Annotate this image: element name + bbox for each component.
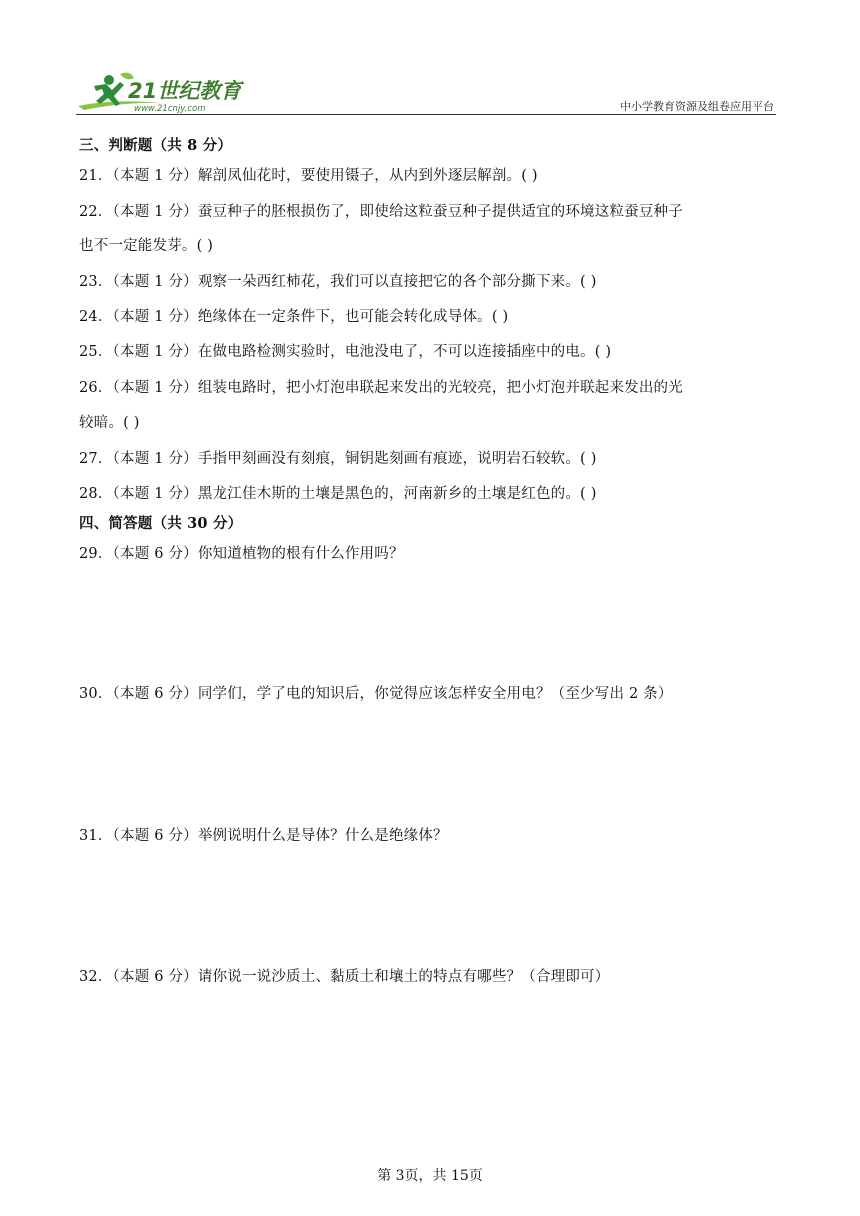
question-23: 23．（本题 1 分）观察一朵西红柿花，我们可以直接把它的各个部分撕下来。( ) [79,274,597,290]
question-22-line-1: 22．（本题 1 分）蚕豆种子的胚根损伤了，即使给这粒蚕豆种子提供适宜的环境这粒蚕豆种子 [79,204,683,220]
header-divider [76,114,776,115]
logo [76,70,251,114]
question-30: 30．（本题 6 分）同学们，学了电的知识后，你觉得应该怎样安全用电？（至少写出 2 条） [79,686,673,702]
question-26-line-1: 26．（本题 1 分）组装电路时，把小灯泡串联起来发出的光较亮，把小灯泡并联起来发出的光 [79,380,683,396]
logo-text: 21世纪教育 [128,79,242,103]
question-26-line-2: 较暗。( ) [79,415,140,431]
question-27: 27．（本题 1 分）手指甲刻画没有刻痕，铜钥匙刻画有痕迹，说明岩石较软。( ) [79,451,597,467]
page-number: 第 3页，共 15页 [377,1168,483,1184]
question-25: 25．（本题 1 分）在做电路检测实验时，电池没电了，不可以连接插座中的电。( ) [79,344,612,360]
platform-name: 中小学教育资源及组卷应用平台 [620,100,774,113]
question-28: 28．（本题 1 分）黑龙江佳木斯的土壤是黑色的，河南新乡的土壤是红色的。( ) [79,486,597,502]
section-title-judge: 三、判断题（共 8 分） [79,137,233,154]
runner-head [104,75,114,85]
question-22-line-2: 也不一定能发芽。( ) [79,238,214,254]
runner-logo-icon [76,70,251,114]
page-header [76,70,776,116]
section-title-short-answer: 四、简答题（共 30 分） [79,515,243,532]
logo-url-text: www.21cnjy.com [134,104,206,114]
question-21: 21．（本题 1 分）解剖凤仙花时，要使用镊子，从内到外逐层解剖。( ) [79,168,538,184]
question-31: 31．（本题 6 分）举例说明什么是导体？什么是绝缘体？ [79,828,448,844]
question-32: 32．（本题 6 分）请你说一说沙质土、黏质土和壤土的特点有哪些？（合理即可） [79,969,610,985]
question-29: 29．（本题 6 分）你知道植物的根有什么作用吗？ [79,546,404,562]
question-24: 24．（本题 1 分）绝缘体在一定条件下，也可能会转化成导体。( ) [79,309,509,325]
